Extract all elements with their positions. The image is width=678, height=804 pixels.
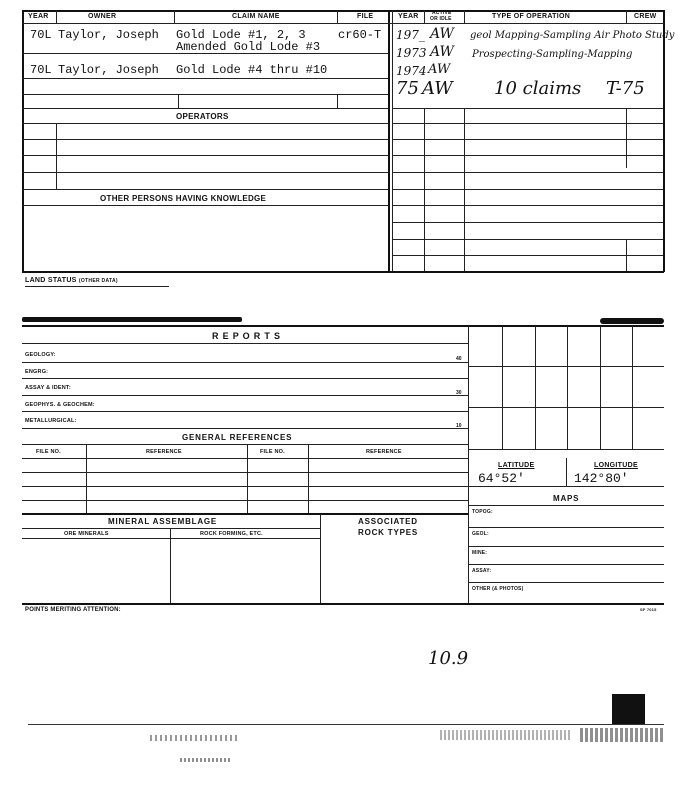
general-references-heading: GENERAL REFERENCES xyxy=(182,433,293,442)
reports-heading-underline xyxy=(22,343,468,344)
operators-underline xyxy=(22,123,388,124)
reports-heading: R E P O R T S xyxy=(212,331,281,341)
ref-reference-2-header: REFERENCE xyxy=(366,449,402,455)
maps-heading: MAPS xyxy=(553,494,580,503)
scan-bar-right xyxy=(600,318,664,324)
owner-row-1-owner: Taylor, Joseph xyxy=(58,28,159,42)
associated-heading-1: ASSOCIATED xyxy=(358,517,418,526)
mineral-header-underline xyxy=(22,538,320,539)
land-status-underline xyxy=(25,286,169,287)
report-row-line xyxy=(22,362,468,363)
op-row-4-crew: T-75 xyxy=(606,78,645,99)
report-metallurgical: METALLURGICAL: xyxy=(25,418,77,424)
ops-row-line xyxy=(392,255,663,256)
maps-row-line xyxy=(468,582,664,583)
row-line xyxy=(22,53,388,54)
mineral-col-line xyxy=(170,528,171,604)
ops-row-line xyxy=(392,123,663,124)
scan-speckle xyxy=(150,735,240,741)
maps-mine: MINE: xyxy=(472,550,488,556)
center-divider xyxy=(388,10,390,272)
grid-col xyxy=(632,326,633,449)
longitude-label: LONGITUDE xyxy=(594,462,638,469)
right-border xyxy=(663,10,665,272)
row-line xyxy=(22,94,388,95)
reports-right-divider xyxy=(468,326,469,604)
owner-row-1-year: 70L xyxy=(30,28,52,42)
report-engrg: ENGRG: xyxy=(25,369,49,375)
top-section-bottom-border xyxy=(22,271,664,273)
row-line xyxy=(22,78,388,79)
ops-row-line xyxy=(392,108,663,109)
ops-col-line xyxy=(464,108,465,271)
row-line xyxy=(22,189,388,190)
latlong-divider xyxy=(566,458,567,486)
ref-reference-1-header: REFERENCE xyxy=(146,449,182,455)
active-idle-header-bottom: OR IDLE xyxy=(430,16,452,22)
longitude-value: 142°80' xyxy=(574,471,629,486)
op-row-2-status: AW xyxy=(430,44,454,60)
ops-row-line xyxy=(392,239,663,240)
grid-col xyxy=(600,326,601,449)
latitude-label: LATITUDE xyxy=(498,462,535,469)
ref-col-line xyxy=(247,444,248,514)
ref-header-underline xyxy=(22,458,468,459)
active-idle-header-top: ACTIVE xyxy=(432,10,452,16)
op-row-4-type: 10 claims xyxy=(494,78,582,99)
op-row-4-status: AW xyxy=(422,78,453,99)
scan-speckle xyxy=(580,728,664,742)
header-tick xyxy=(56,10,57,23)
general-references-underline xyxy=(22,444,468,445)
maps-row-line xyxy=(468,527,664,528)
header-tick xyxy=(424,10,425,23)
op-row-1-type: geol Mapping-Sampling Air Photo Study xyxy=(470,30,675,41)
grid-col xyxy=(567,326,568,449)
ref-col-line xyxy=(86,444,87,514)
scan-bar-left xyxy=(22,317,242,322)
claim-name-header: CLAIM NAME xyxy=(232,13,280,20)
rock-forming-header: ROCK FORMING, ETC. xyxy=(200,531,263,537)
type-of-operation-header: TYPE OF OPERATION xyxy=(492,13,571,20)
op-row-3-year: 1974 xyxy=(396,64,427,78)
center-divider-inner xyxy=(392,10,393,272)
maps-other: OTHER (& PHOTOS) xyxy=(472,586,524,592)
scan-speckle xyxy=(440,730,570,740)
header-tick xyxy=(626,10,627,23)
report-geophys: GEOPHYS. & GEOCHEM: xyxy=(25,402,95,408)
maps-assay: ASSAY: xyxy=(472,568,492,574)
ref-bottom-line xyxy=(22,513,468,515)
row-line xyxy=(22,139,388,140)
mineral-underline xyxy=(22,528,320,529)
ops-row-line xyxy=(392,155,663,156)
ops-col-line xyxy=(626,240,627,271)
land-status-label xyxy=(25,277,118,284)
grid-row xyxy=(468,407,664,408)
ops-col-line xyxy=(424,108,425,271)
header-underline xyxy=(22,23,664,24)
ops-row-line xyxy=(392,189,663,190)
row-tick xyxy=(337,94,338,108)
report-geology: GEOLOGY: xyxy=(25,352,56,358)
op-row-1-year: 197_ xyxy=(396,28,425,42)
op-row-4-year: 75 xyxy=(396,78,419,99)
land-status-title: LAND STATUS xyxy=(25,277,77,284)
maps-row-line xyxy=(468,546,664,547)
owner-row-2-owner: Taylor, Joseph xyxy=(58,63,159,77)
maps-row-line xyxy=(468,564,664,565)
row-line xyxy=(22,155,388,156)
ops-row-line xyxy=(392,172,663,173)
report-assay-num: 30 xyxy=(456,390,462,396)
crew-header: CREW xyxy=(634,13,657,20)
maps-underline xyxy=(468,505,664,506)
latitude-value: 64°52' xyxy=(478,471,525,486)
scan-line xyxy=(28,724,664,725)
grid-col xyxy=(502,326,503,449)
maps-topog: TOPOG: xyxy=(472,509,493,515)
row-tick xyxy=(178,94,179,108)
operators-heading: OPERATORS xyxy=(176,112,229,121)
report-metallurgical-num: 10 xyxy=(456,423,462,429)
owner-row-1-file: cr60-T xyxy=(338,28,382,42)
file-header: FILE xyxy=(357,13,374,20)
form-number: SF 7015 xyxy=(640,607,657,612)
points-meriting-attention: POINTS MERITING ATTENTION: xyxy=(25,607,121,613)
ops-row-line xyxy=(392,205,663,206)
report-row-line xyxy=(22,395,468,396)
report-row-line xyxy=(22,428,468,429)
operators-col-line xyxy=(56,123,57,189)
ops-row-line xyxy=(392,139,663,140)
ore-minerals-header: ORE MINERALS xyxy=(64,531,109,537)
op-row-2-year: 1973 xyxy=(396,46,427,60)
op-row-3-status: AW xyxy=(428,62,451,77)
grid-col xyxy=(535,326,536,449)
owner-row-1-claim: Gold Lode #1, 2, 3 xyxy=(176,28,306,42)
mineral-rock-divider xyxy=(320,514,321,604)
mineral-assemblage-heading: MINERAL ASSEMBLAGE xyxy=(108,517,218,526)
other-persons-underline xyxy=(22,205,388,206)
grid-row xyxy=(468,449,664,450)
ops-col-line xyxy=(626,108,627,168)
row-line xyxy=(22,172,388,173)
land-status-subtitle: (OTHER DATA) xyxy=(78,278,118,284)
ref-file-no-2-header: FILE NO. xyxy=(260,449,285,455)
mineral-bottom-line xyxy=(22,603,664,605)
left-border xyxy=(22,10,24,272)
ref-file-no-1-header: FILE NO. xyxy=(36,449,61,455)
ref-row-line xyxy=(22,500,468,501)
report-geology-num: 40 xyxy=(456,356,462,362)
ref-row-line xyxy=(22,472,468,473)
report-assay: ASSAY & IDENT: xyxy=(25,385,71,391)
maps-geol: GEOL: xyxy=(472,531,489,537)
latlong-bottom xyxy=(468,486,664,487)
grid-row xyxy=(468,366,664,367)
year-right-header: YEAR xyxy=(398,13,419,20)
ref-row-line xyxy=(22,486,468,487)
owner-header: OWNER xyxy=(88,13,117,20)
year-header: YEAR xyxy=(28,13,49,20)
scan-speckle xyxy=(180,758,230,762)
header-tick xyxy=(464,10,465,23)
header-tick xyxy=(174,10,175,23)
ref-col-line xyxy=(308,444,309,514)
row-line xyxy=(22,108,388,109)
report-row-line xyxy=(22,378,468,379)
ops-row-line xyxy=(392,222,663,223)
report-row-line xyxy=(22,411,468,412)
top-border xyxy=(22,10,664,12)
associated-heading-2: ROCK TYPES xyxy=(358,528,419,537)
op-row-1-status: AW xyxy=(430,26,454,42)
header-tick xyxy=(337,10,338,23)
other-persons-heading: OTHER PERSONS HAVING KNOWLEDGE xyxy=(100,194,267,203)
op-row-2-type: Prospecting-Sampling-Mapping xyxy=(472,49,633,60)
owner-row-1-claim-2: Amended Gold Lode #3 xyxy=(176,40,321,54)
owner-row-2-claim: Gold Lode #4 thru #10 xyxy=(176,63,328,77)
owner-row-2-year: 70L xyxy=(30,63,52,77)
scan-black-square xyxy=(612,694,645,724)
handwritten-note: 10.9 xyxy=(428,648,469,669)
